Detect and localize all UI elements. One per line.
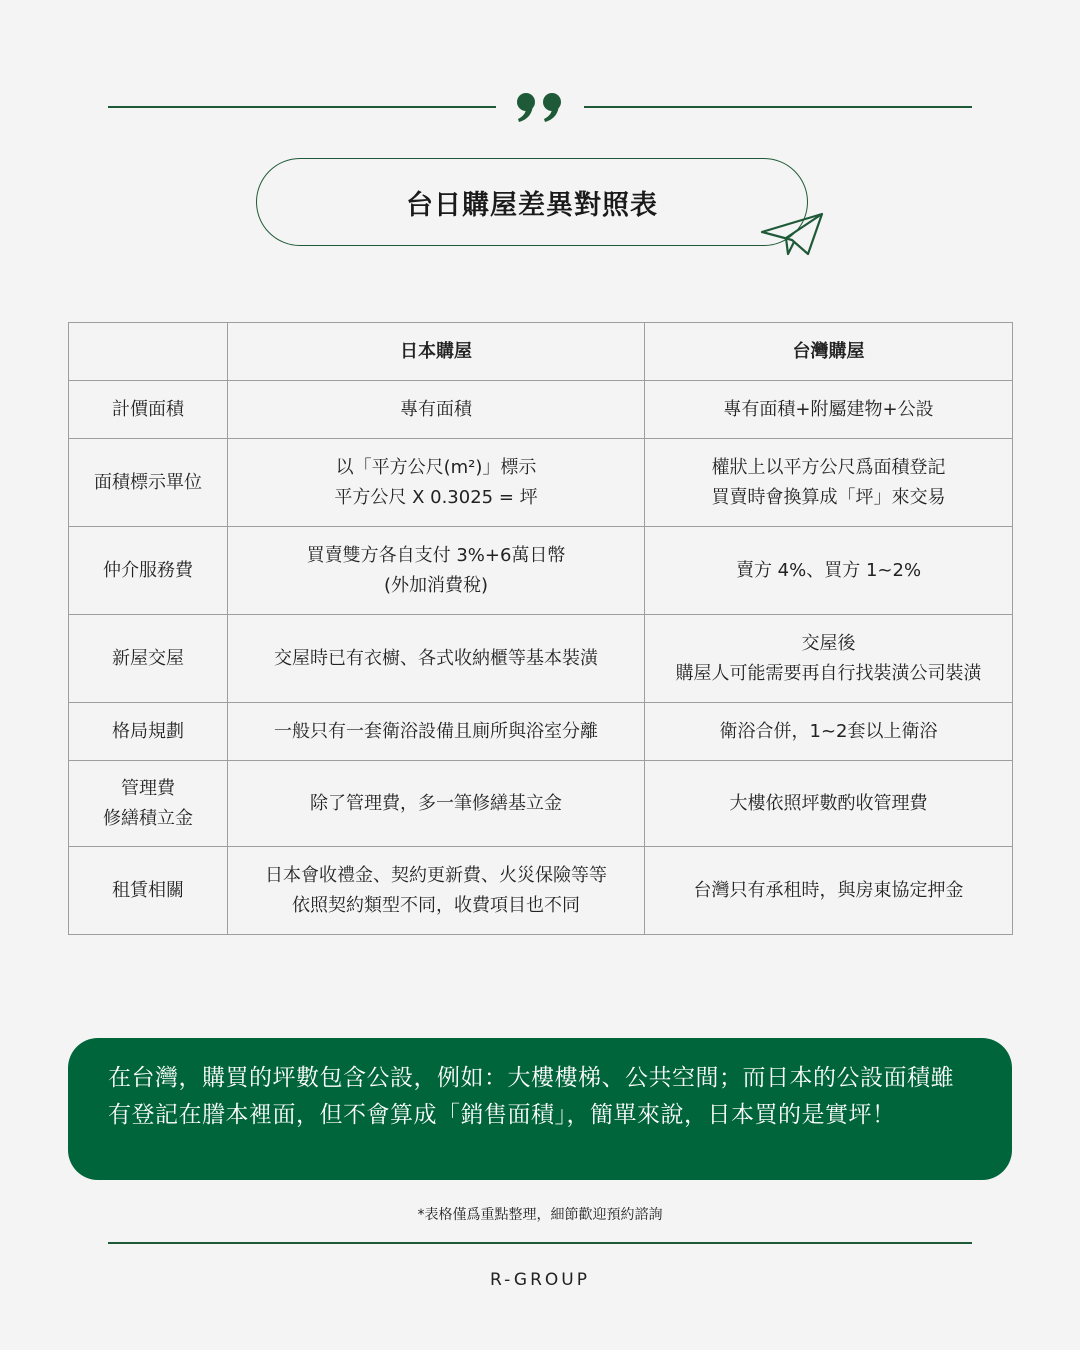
table-row: [69, 761, 1013, 847]
table-row: [69, 615, 1013, 703]
table-row: [69, 439, 1013, 527]
title-pill: [256, 158, 808, 246]
row-label-cell: [69, 761, 228, 847]
cell-text: 買賣時會換算成「坪」來交易: [711, 486, 946, 508]
cell-text: 交屋時已有衣櫥、各式收納櫃等基本裝潢: [274, 647, 598, 669]
table-header-row: [69, 323, 1013, 381]
quote-icon: [510, 86, 570, 126]
cell-text: 一般只有一套衛浴設備且廁所與浴室分離: [274, 720, 598, 742]
cell-text: 修繕積立金: [103, 807, 193, 829]
paper-plane-icon: [758, 208, 826, 260]
cell-text: 租賃相關: [112, 879, 184, 901]
cell-text: 平方公尺 X 0.3025 = 坪: [334, 486, 538, 508]
row-label-cell: [69, 847, 228, 935]
brand-name: R-GROUP: [490, 1270, 590, 1290]
header-taiwan: 台灣購屋: [645, 323, 1013, 381]
cell-text: 購屋人可能需要再自行找裝潢公司裝潢: [675, 662, 982, 684]
japan-cell: [228, 527, 645, 615]
cell-text: 賣方 4%、買方 1~2%: [735, 559, 922, 581]
table-row: [69, 381, 1013, 439]
taiwan-cell: [645, 703, 1013, 761]
taiwan-cell: [645, 761, 1013, 847]
cell-text: 除了管理費，多一筆修繕基立金: [310, 792, 562, 814]
cell-text: 專有面積: [400, 398, 472, 420]
cell-text: 新屋交屋: [112, 647, 184, 669]
row-label-cell: [69, 527, 228, 615]
cell-text: 面積標示單位: [94, 471, 202, 493]
japan-cell: [228, 381, 645, 439]
cell-text: 買賣雙方各自支付 3%+6萬日幣: [306, 544, 566, 566]
cell-text: 計價面積: [112, 398, 184, 420]
taiwan-cell: [645, 439, 1013, 527]
cell-text: 台灣只有承租時，與房東協定押金: [693, 879, 964, 901]
japan-cell: [228, 439, 645, 527]
taiwan-cell: [645, 527, 1013, 615]
top-rule-right: [584, 106, 972, 108]
cell-text: 依照契約類型不同，收費項目也不同: [292, 894, 580, 916]
table-row: [69, 527, 1013, 615]
cell-text: 日本會收禮金、契約更新費、火災保險等等: [265, 864, 607, 886]
cell-text: 大樓依照坪數酌收管理費: [729, 792, 928, 814]
note-box: [68, 1038, 1012, 1180]
taiwan-cell: [645, 847, 1013, 935]
cell-text: 衛浴合併，1~2套以上衛浴: [719, 720, 938, 742]
header-empty: [69, 323, 228, 381]
bottom-rule: [108, 1242, 972, 1244]
cell-text: 以「平方公尺(m²)」標示: [335, 456, 537, 478]
header-japan: 日本購屋: [228, 323, 645, 381]
japan-cell: [228, 761, 645, 847]
cell-text: 專有面積+附屬建物+公設: [723, 398, 934, 420]
footnote: *表格僅爲重點整理，細節歡迎預約諮詢: [417, 1207, 663, 1223]
comparison-table: [68, 322, 1013, 935]
table-row: [69, 703, 1013, 761]
table-row: [69, 847, 1013, 935]
top-rule-left: [108, 106, 496, 108]
row-label-cell: [69, 439, 228, 527]
row-label-cell: [69, 381, 228, 439]
taiwan-cell: [645, 381, 1013, 439]
japan-cell: [228, 703, 645, 761]
row-label-cell: [69, 615, 228, 703]
taiwan-cell: [645, 615, 1013, 703]
cell-text: (外加消費稅): [383, 574, 489, 596]
japan-cell: [228, 847, 645, 935]
japan-cell: [228, 615, 645, 703]
note-text: 在台灣，購買的坪數包含公設，例如：大樓樓梯、公共空間；而日本的公設面積雖有登記在謄本裡面，但不會算成「銷售面積」，簡單來說，日本買的是實坪！: [108, 1065, 954, 1128]
page-title: 台日購屋差異對照表: [406, 189, 658, 221]
cell-text: 管理費: [121, 777, 175, 799]
cell-text: 交屋後: [801, 632, 856, 654]
cell-text: 格局規劃: [112, 720, 184, 742]
row-label-cell: [69, 703, 228, 761]
cell-text: 仲介服務費: [103, 559, 193, 581]
cell-text: 權狀上以平方公尺爲面積登記: [711, 456, 946, 478]
